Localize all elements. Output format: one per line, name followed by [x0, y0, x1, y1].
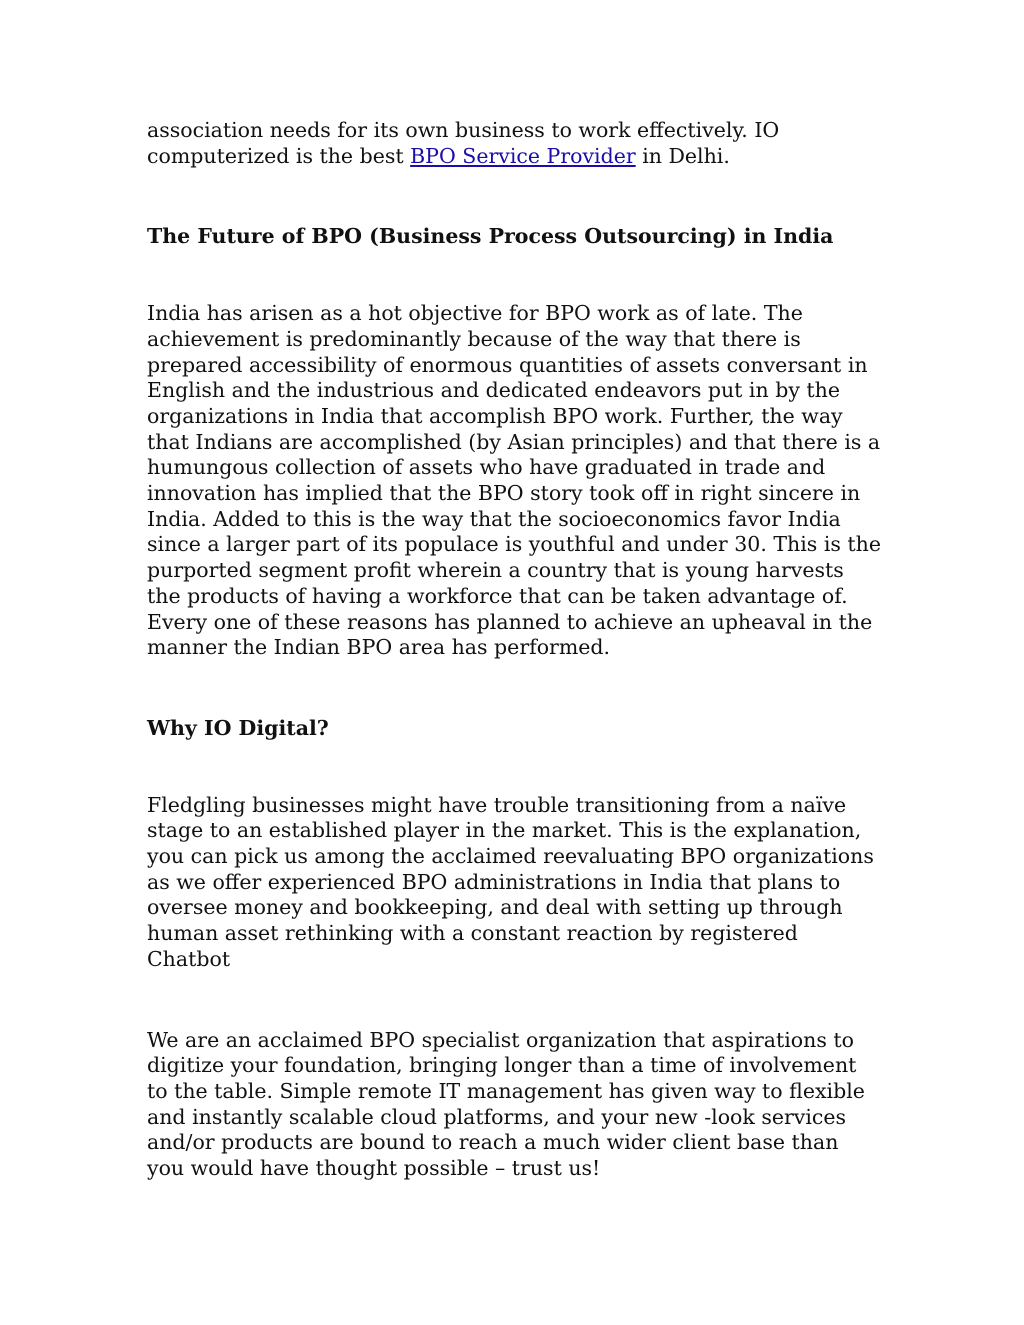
- spacer: [147, 661, 882, 716]
- why-io-digital-paragraph-1: Fledgling businesses might have trouble transitioning from a naïve stage to an established player in the market. This is the explanation, you can pick us among the acclaimed reevaluating BPO organizations as we offer experienced BPO administrations in India that plans to oversee money and bookkeeping, and deal with setting up through human asset rethinking with a constant reaction by registered Chatbot: [147, 792, 874, 971]
- bpo-service-provider-link[interactable]: BPO Service Provider: [410, 143, 636, 168]
- intro-paragraph: [147, 118, 882, 169]
- intro-text-after-link: in Delhi.: [635, 143, 730, 168]
- why-io-digital-paragraph-2: We are an acclaimed BPO specialist organization that aspirations to digitize your foundation, bringing longer than a time of involvement to the table. Simple remote IT management has given way to flexible and instantly scalable cloud platforms, and your new -look services and/or products are bound to reach a much wider client base than you would have thought possible – trust us!: [147, 1027, 865, 1181]
- intro-text-before-link: association needs for its own business to work effectively. IO computerized is the best: [147, 118, 780, 168]
- document-page: [147, 118, 882, 1182]
- spacer: [147, 973, 882, 1028]
- spacer: [147, 169, 882, 224]
- spacer: [147, 250, 882, 301]
- why-io-digital-heading: Why IO Digital?: [147, 715, 329, 740]
- future-of-bpo-paragraph: India has arisen as a hot objective for BPO work as of late. The achievement is predominantly because of the way that there is prepared accessibility of enormous quantities of assets conversant in English and the industrious and dedicated endeavors put in by the organizations in India that accomplish BPO work. Further, the way that Indians are accomplished (by Asian principles) and that there is a humungous collection of assets who have graduated in trade and innovation has implied that the BPO story took off in right sincere in India. Added to this is the way that the socioeconomics favor India since a larger part of its populace is youthful and under 30. This is the purported segment profit wherein a country that is young harvests the products of having a workforce that can be taken advantage of. Every one of these reasons has planned to achieve an upheaval in the manner the Indian BPO area has performed.: [147, 301, 881, 660]
- spacer: [147, 742, 882, 793]
- future-of-bpo-heading: The Future of BPO (Business Process Outsourcing) in India: [147, 224, 834, 249]
